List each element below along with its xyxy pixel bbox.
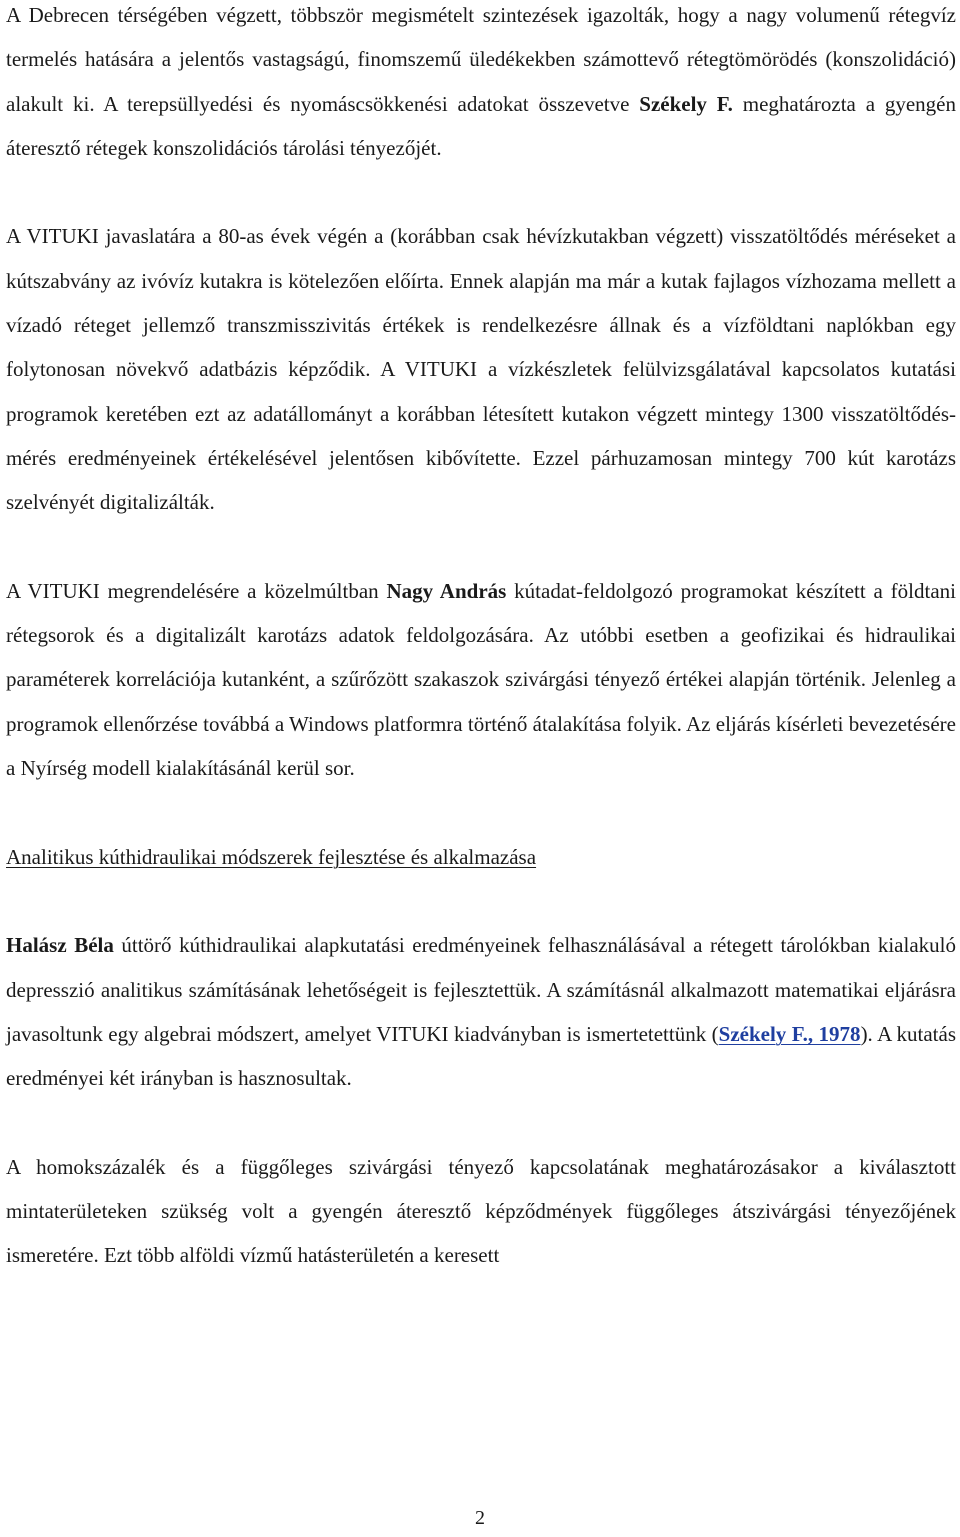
document-page [6, 0, 956, 1278]
paragraph-text: meghatározta a gyengén áteresztő rétegek konszolidációs tárolási tényezőjét. [6, 91, 956, 160]
paragraph-spacer [6, 170, 956, 214]
paragraph-spacer [6, 1100, 956, 1144]
author-name: Halász Béla [6, 933, 114, 958]
paragraph-spacer [6, 525, 956, 569]
author-name: Székely F. [639, 91, 733, 116]
paragraph-spacer [6, 879, 956, 923]
paragraph-vituki-order [6, 569, 956, 790]
paragraph-vituki-proposal [6, 214, 956, 524]
paragraph-debrecen [6, 0, 956, 170]
paragraph-text: A homokszázalék és a függőleges szivárgási tényező kapcsolatának meghatározásakor a kiválasztott mintaterületeken szükség volt a gyengén áteresztő képződmények függőleges átszivárgási tényezőjének ismeretére. Ezt több alföldi vízmű hatásterületén a keresett [6, 1154, 956, 1268]
citation-link[interactable]: Székely F., 1978 [718, 1021, 861, 1046]
paragraph-text: úttörő kúthidraulikai alapkutatási eredményeinek felhasználásával a rétegett tárolókban kialakuló depresszió analitikus számításának lehetőségeit is fejlesztettük. A számításnál alkalmazott matematikai eljárásra javasoltunk egy algebrai módszert, amelyet VITUKI kiadványban is ismertetettünk ( [6, 933, 956, 1046]
paragraph-text: kútadat-feldolgozó programokat készített a földtani rétegsorok és a digitalizált karotázs adatok feldolgozására. Az utóbbi esetben a geofizikai és hidraulikai paraméterek korrelációja kutanként, a szűrőzött szakaszok szivárgási tényező értékei alapján történik. Jelenleg a programok ellenőrzése továbbá a Windows platformra történő átalakítása folyik. Az eljárás kísérleti bevezetésére a Nyírség modell kialakításánál kerül sor. [6, 578, 956, 781]
paragraph-text: A Debrecen térségében végzett, többször megismételt szintezések igazolták, hogy a nagy volumenű rétegvíz termelés hatására a jelentős vastagságú, finomszemű üledékekben számottevő rétegtömörödés (konszolidáció) alakult ki. A terepsüllyedési és nyomáscsökkenési adatokat összevetve [6, 3, 956, 116]
section-heading: Analitikus kúthidraulikai módszerek fejlesztése és alkalmazása [6, 844, 537, 869]
paragraph-text: A VITUKI megrendelésére a közelmúltban [6, 578, 387, 603]
paragraph-spacer [6, 790, 956, 834]
author-name: Nagy András [386, 578, 507, 603]
paragraph-text: A VITUKI javaslatára a 80-as évek végén a (korábban csak hévízkutakban végzett) visszatöltődés méréseket a kútszabvány az ivóvíz kutakra is kötelezően előírta. Ennek alapján ma már a kutak fajlagos vízhozama mellett a vízadó réteget jellemző transzmisszivitás értékek is rendelkezésre állnak és a vízföldtani naplókban egy folytonosan növekvő adatbázis képződik. A VITUKI a vízkészletek felülvizsgálatával kapcsolatos kutatási programok keretében ezt az adatállományt a korábban létesített kutakon végzett mintegy 1300 visszatöltődés-mérés eredményeinek értékelésével jelentősen kibővítette. Ezzel párhuzamosan mintegy 700 kút karotázs szelvényét digitalizálták. [6, 224, 956, 515]
page-number: 2 [475, 1507, 485, 1529]
paragraph-text: ). A kutatás eredményei két irányban is hasznosultak. [6, 1021, 956, 1091]
paragraph-homokszazalek [6, 1145, 956, 1278]
paragraph-halasz [6, 923, 956, 1100]
